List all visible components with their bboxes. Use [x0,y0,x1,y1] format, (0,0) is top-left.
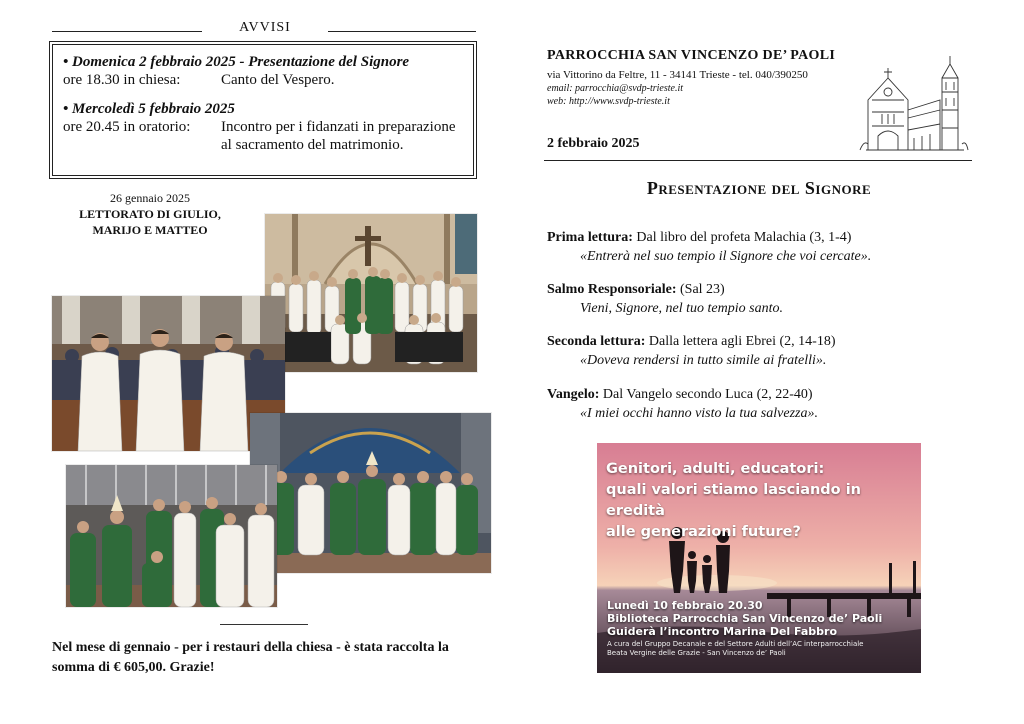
event2-desc-line1: Incontro per i fidanzati in preparazione [221,119,456,135]
avvisi-box [52,44,474,176]
poster-organizer-line2: Beata Vergine delle Grazie - San Vincenzo de’ Paoli [607,649,786,657]
reading-source: Dal libro del profeta Malachia (3, 1-4) [636,230,852,245]
reading-gospel [547,385,977,423]
reading-second [547,332,977,370]
poster-headline-line1: Genitori, adulti, educatori: [606,461,825,477]
reading-label: Vangelo: [547,387,600,402]
reading-label: Seconda lettura: [547,334,646,349]
poster-headline [606,459,916,543]
avvisi-rule-left [52,31,202,32]
bishop-group-photo [250,413,491,573]
reading-label: Prima lettura: [547,230,633,245]
lettorato-title-line2: MARIJO E MATTEO [92,223,208,237]
poster-headline-line2: quali valori stiamo lasciando in eredità [606,482,861,519]
event2-desc-line2: al sacramento del matrimonio. [221,137,404,153]
event1-desc: Canto del Vespero. [221,72,335,88]
bottom-rule [220,624,308,625]
lettorato-title-line1: LETTORATO DI GIULIO, [79,207,221,221]
lettorato-title [55,206,245,238]
poster-organizer-line1: A cura del Gruppo Decanale e del Settore Adulti dell’AC interparrocchiale [607,640,864,648]
reading-quote: «Entrerà nel suo tempio il Signore che voi cercate». [580,249,872,264]
reading-source: Dal Vangelo secondo Luca (2, 22-40) [602,387,813,402]
church-drawing [858,52,970,161]
donation-note: Nel mese di gennaio - per i restauri della chiesa - è stata raccolta la somma di € 605,00. Grazie! [52,640,449,675]
issue-date: 2 febbraio 2025 [547,136,640,151]
reading-quote: «Doveva rendersi in tutto simile ai fratelli». [580,353,827,368]
header-rule [544,160,972,161]
ceremony-photo [66,465,277,607]
poster-info [607,599,917,638]
event1-time: ore 18.30 in chiesa: [63,72,181,88]
avvisi-title: AVVISI [239,20,291,35]
parish-name: PARROCCHIA SAN VINCENZO DE’ PAOLI [547,48,836,63]
parish-email[interactable]: email: parrocchia@svdp-trieste.it [547,83,684,94]
poster-headline-line3: alle generazioni future? [606,524,801,540]
reading-quote: Vieni, Signore, nel tuo tempio santo. [580,301,783,316]
reading-source: Dalla lettera agli Ebrei (2, 14-18) [648,334,836,349]
event2-time: ore 20.45 in oratorio: [63,119,191,135]
avvisi-rule-right [328,31,476,32]
parish-website[interactable]: web: http://www.svdp-trieste.it [547,96,670,107]
poster-place: Biblioteca Parrocchia San Vincenzo de’ Paoli [607,612,883,625]
poster-speaker: Guiderà l’incontro Marina Del Fabbro [607,625,838,638]
event2-row [63,118,463,154]
event2-heading: • Mercoledì 5 febbraio 2025 [63,101,235,117]
reading-psalm [547,280,977,318]
reading-first [547,228,977,266]
lettorato-date: 26 gennaio 2025 [110,191,190,205]
reading-source: (Sal 23) [680,282,725,297]
group-photo-altar [265,214,477,372]
reading-label: Salmo Responsoriale: [547,282,677,297]
event-poster [597,443,921,673]
event1-heading: • Domenica 2 febbraio 2025 - Presentazione del Signore [63,54,410,70]
reading-quote: «I miei occhi hanno visto la tua salvezza». [580,406,818,421]
feast-title: Presentazione del Signore [646,178,872,198]
parish-address: via Vittorino da Feltre, 11 - 34141 Trieste - tel. 040/390250 [547,69,808,81]
poster-date: Lunedì 10 febbraio 20.30 [607,599,763,612]
poster-organizers [607,640,917,658]
event1-row [63,71,463,89]
